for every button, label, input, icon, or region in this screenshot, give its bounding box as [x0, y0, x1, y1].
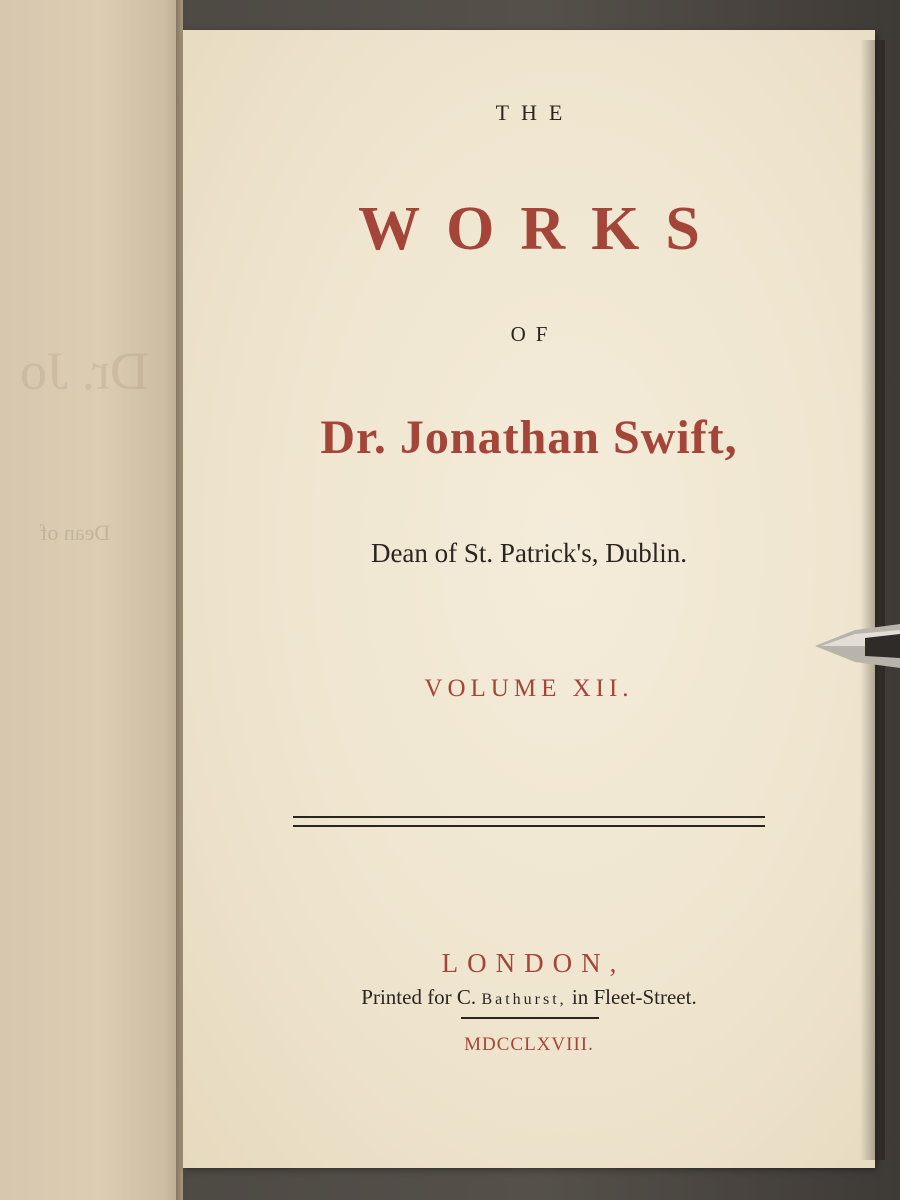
imprint-rule	[461, 1017, 599, 1019]
page-weight-clip	[815, 624, 900, 668]
printed-for-suffix: in Fleet-Street.	[571, 985, 697, 1009]
page-edge-shadow	[860, 40, 885, 1160]
title-the: THE	[495, 100, 575, 125]
imprint-city: LONDON,	[441, 948, 626, 978]
show-through-text: Dr. Jo	[20, 341, 150, 401]
printed-for-prefix: Printed for C.	[361, 985, 477, 1009]
title-works: WORKS	[358, 195, 726, 263]
left-facing-page	[0, 0, 183, 1200]
double-rule-bottom	[293, 825, 765, 827]
printer-name: Bathurst,	[481, 991, 567, 1008]
author-name: Dr. Jonathan Swift,	[320, 411, 738, 464]
author-position: Dean of St. Patrick's, Dublin.	[370, 538, 688, 568]
imprint-year: MDCCLXVIII.	[464, 1034, 594, 1055]
imprint-printer	[183, 985, 875, 1010]
title-of: OF	[510, 322, 558, 346]
volume-number: VOLUME XII.	[424, 675, 634, 702]
title-page	[183, 30, 875, 1168]
show-through-text: Dean of	[40, 520, 111, 545]
double-rule-top	[293, 816, 765, 818]
